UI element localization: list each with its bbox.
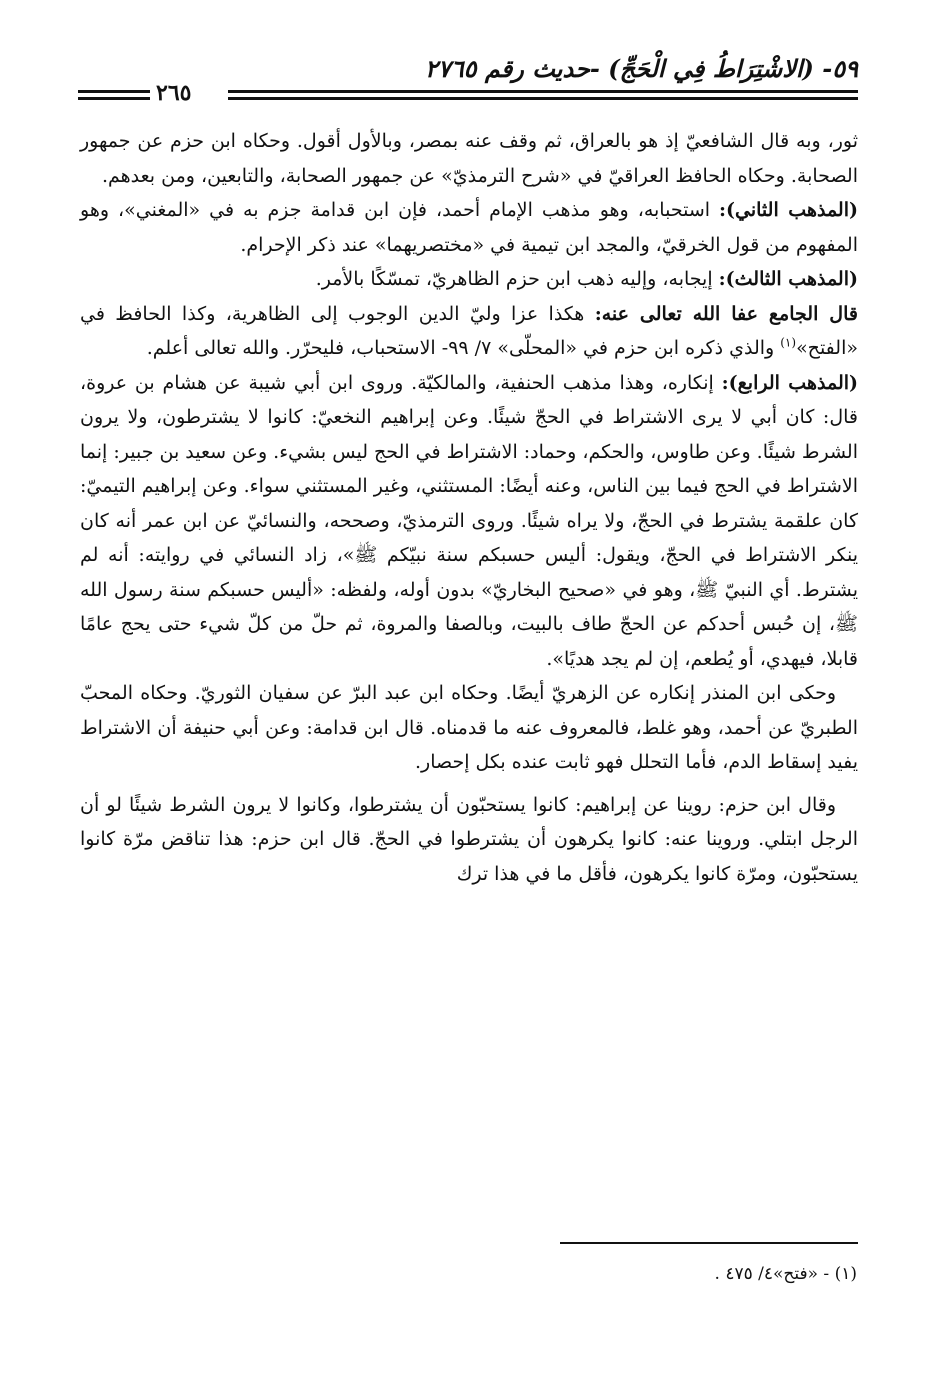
paragraph-text: هكذا عزا وليّ الدين الوجوب إلى الظاهرية، وكذا الحافظ في «الفتح» [80,302,858,359]
paragraph-4 [80,297,858,366]
paragraph-1 [80,124,858,193]
paragraph-text: وقال ابن حزم: روينا عن إبراهيم: كانوا يستحبّون أن يشترطوا، وكانوا لا يرون الشرط شيئًا لو أن الرجل ابتلي. وروينا عنه: كانوا يكرهون أن يشترطوا في الحجّ. قال ابن حزم: هذا تناقض مرّة كانوا يستحبّون، ومرّة كانوا يكرهون، فأقل ما في هذا ترك [80,793,858,885]
paragraph-text: وحكى ابن المنذر إنكاره عن الزهريّ أيضًا. وحكاه ابن عبد البرّ عن سفيان الثوريّ. وحكاه المحبّ الطبريّ عن أحمد، وهو غلط، فالمعروف عنه ما قدمناه. قال ابن قدامة: وعن أبي حنيفة أن الاشتراط يفيد إسقاط الدم، فأما التحلل فهو ثابت عنده بكل إحصار. [80,682,858,773]
footnote: (١) - «فتح»٤/ ٤٧٥ . [714,1264,857,1284]
paragraph-5 [80,366,858,677]
paragraph-lead: (المذهب الثاني): [719,199,858,221]
chapter-title: ٥٩- (الاشْتِرَاطُ فِي الْحَجِّ) -حديث رقم ٢٧٦٥ [424,54,858,83]
header-rule-left [78,90,150,102]
paragraph-lead: قال الجامع عفا الله تعالى عنه: [594,302,858,325]
paragraph-text: إيجابه، وإليه ذهب ابن حزم الظاهريّ، تمسّكًا بالأمر. [315,268,719,290]
page-header [78,52,858,112]
paragraph-text: استحبابه، وهو مذهب الإمام أحمد، فإن ابن قدامة جزم به في «المغني»، وهو المفهوم من قول الخرقيّ، والمجد ابن تيمية في «مختصريهما» عند ذكر الإحرام. [80,199,858,256]
paragraph-3 [80,262,858,297]
body-text [80,124,858,891]
paragraph-6 [80,676,858,780]
paragraph-text: إنكاره، وهذا مذهب الحنفية، والمالكيّة. وروى ابن أبي شيبة عن هشام بن عروة، قال: كان أبي لا يرى الاشتراط في الحجّ شيئًا. وعن إبراهيم النخعيّ: كانوا لا يشترطون، ولا يرون الشرط شيئًا. وعن طاوس، والحكم، وحماد: الاشتراط في الحج ليس بشيء. وعن سعيد بن جبير: إنما الاشتراط في الحج فيما بين الناس، وعنه أيضًا: المستثني، وغير المستثني سواء. وعن إبراهيم التيميّ: كان علقمة يشترط في الحجّ، ولا يراه شيئًا. وروى الترمذيّ، وصححه، والنسائيّ عن ابن عمر أنه كان ينكر الاشتراط في الحجّ، ويقول: أليس حسبكم سنة نبيّكم ﷺ»، زاد النسائي في روايته: أنه لم يشترط. أي النبيّ ﷺ، وهو في «صحيح البخاريّ» بدون أوله، ولفظه: «أليس حسبكم سنة رسول الله ﷺ، إن حُبس أحدكم عن الحجّ طاف بالبيت، وبالصفا والمروة، ثم حلّ من كلّ شيء حتى يحج عامًا قابلا، فيهدي، أو يُطعم، إن لم يجد هديًا». [80,371,858,670]
footnote-marker[interactable]: (١) [780,335,797,350]
page-number: ٢٦٥ [156,80,192,106]
paragraph-text: والذي ذكره ابن حزم في «المحلّى» ٧/ ٩٩- الاستحباب، فليحرّر. والله تعالى أعلم. [146,337,781,359]
footnote-divider [560,1242,858,1244]
paragraph-lead: (المذهب الثالث): [718,268,858,290]
paragraph-text: ثور، وبه قال الشافعيّ إذ هو بالعراق، ثم وقف عنه بمصر، وبالأول أقول. وحكاه ابن حزم عن جمهور الصحابة. وحكاه الحافظ العراقيّ في «شرح الترمذيّ» عن جمهور الصحابة، والتابعين، ومن بعدهم. [80,130,858,187]
paragraph-7 [80,788,858,892]
paragraph-lead: (المذهب الرابع): [721,371,858,394]
header-rule-right [228,90,858,102]
paragraph-2 [80,193,858,262]
